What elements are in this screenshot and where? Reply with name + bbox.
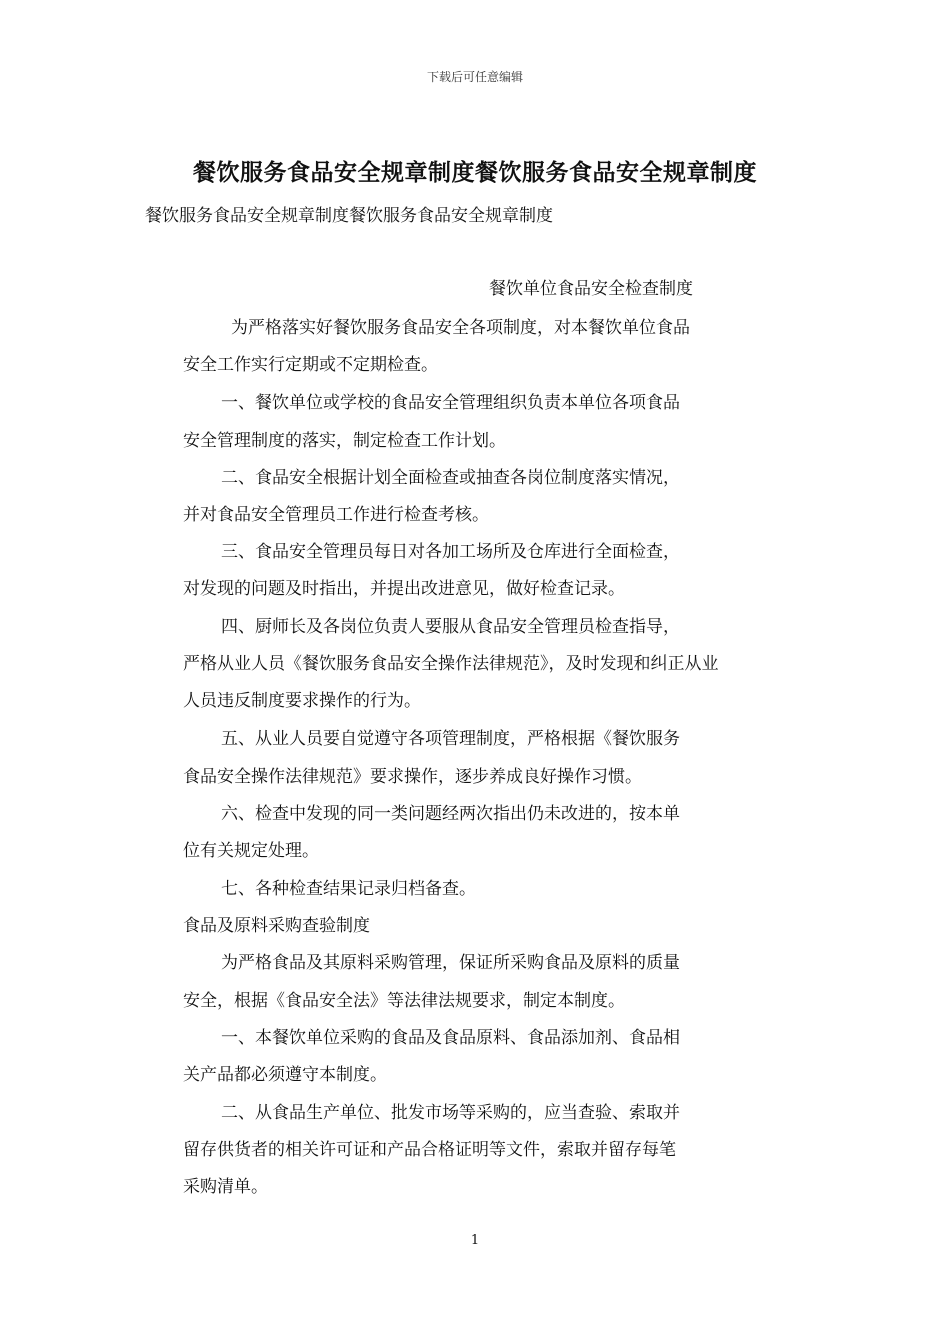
paragraph-line: 二、食品安全根据计划全面检查或抽查各岗位制度落实情况， <box>221 468 680 488</box>
paragraph-line: 安全，根据《食品安全法》等法律法规要求，制定本制度。 <box>183 991 625 1011</box>
paragraph-line: 四、厨师长及各岗位负责人要服从食品安全管理员检查指导， <box>221 617 680 637</box>
paragraph-line: 对发现的问题及时指出，并提出改进意见，做好检查记录。 <box>183 579 625 599</box>
section-heading-procurement: 食品及原料采购查验制度 <box>183 916 370 936</box>
paragraph-line: 采购清单。 <box>183 1177 268 1197</box>
section-heading-inspection: 餐饮单位食品安全检查制度 <box>489 279 693 299</box>
paragraph-line: 一、餐饮单位或学校的食品安全管理组织负责本单位各项食品 <box>221 393 680 413</box>
paragraph-line: 六、检查中发现的同一类问题经两次指出仍未改进的，按本单 <box>221 804 680 824</box>
paragraph-line: 留存供货者的相关许可证和产品合格证明等文件，索取并留存每笔 <box>183 1140 676 1160</box>
paragraph-line: 为严格食品及其原料采购管理，保证所采购食品及原料的质量 <box>221 953 680 973</box>
page-number: 1 <box>470 1233 480 1248</box>
paragraph-line: 安全工作实行定期或不定期检查。 <box>183 355 438 375</box>
paragraph-line: 人员违反制度要求操作的行为。 <box>183 691 421 711</box>
paragraph-line: 三、食品安全管理员每日对各加工场所及仓库进行全面检查， <box>221 542 680 562</box>
paragraph-line: 关产品都必须遵守本制度。 <box>183 1065 387 1085</box>
paragraph-line: 安全管理制度的落实，制定检查工作计划。 <box>183 431 506 451</box>
paragraph-line: 为严格落实好餐饮服务食品安全各项制度，对本餐饮单位食品 <box>231 318 690 338</box>
paragraph-line: 七、各种检查结果记录归档备查。 <box>221 879 476 899</box>
document-title: 餐饮服务食品安全规章制度餐饮服务食品安全规章制度 <box>193 159 757 186</box>
paragraph-line: 一、本餐饮单位采购的食品及食品原料、食品添加剂、食品相 <box>221 1028 680 1048</box>
paragraph-line: 二、从食品生产单位、批发市场等采购的，应当查验、索取并 <box>221 1103 680 1123</box>
paragraph-line: 五、从业人员要自觉遵守各项管理制度，严格根据《餐饮服务 <box>221 729 680 749</box>
paragraph-line: 食品安全操作法律规范》要求操作，逐步养成良好操作习惯。 <box>183 767 642 787</box>
paragraph-line: 严格从业人员《餐饮服务食品安全操作法律规范》，及时发现和纠正从业 <box>183 654 719 674</box>
paragraph-line: 并对食品安全管理员工作进行检查考核。 <box>183 505 489 525</box>
header-note: 下载后可任意编辑 <box>426 70 523 84</box>
document-subtitle: 餐饮服务食品安全规章制度餐饮服务食品安全规章制度 <box>145 206 553 226</box>
paragraph-line: 位有关规定处理。 <box>183 841 319 861</box>
